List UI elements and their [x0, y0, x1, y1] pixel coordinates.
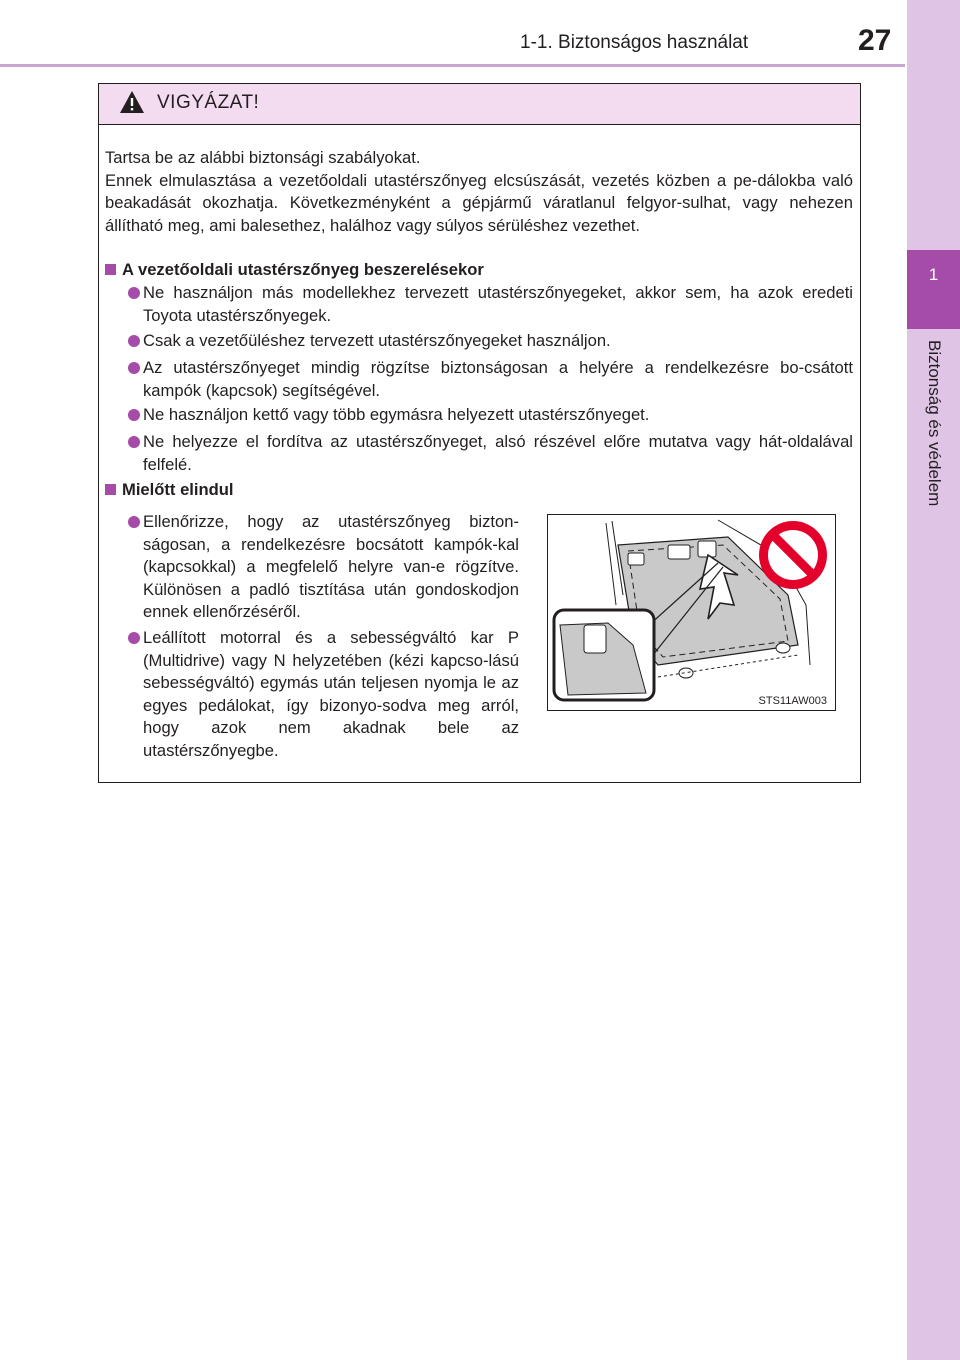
intro-paragraph: Ennek elmulasztása a vezetőoldali utastérszőnyeg elcsúszását, vezetés közben a pe-dálokba való beakadását okozhatja. Következményként a gépjármű váratlanul felgyor-sulhat, vagy nehezen állítható meg, ami balesethez, halálhoz vagy súlyos sérüléshez vezethet. — [105, 170, 853, 235]
chapter-tab[interactable] — [907, 250, 960, 329]
bullet-text: Ellenőrizze, hogy az utastérszőnyeg bizton-ságosan, a rendelkezésre bocsátott kampók-kal (kapcsokkal) a megfelelő helyre van-e rögzítve. Különösen a padló tisztítása után gondoskodjon ennek ellenőrzéséről. — [143, 512, 519, 622]
bullet-text: Leállított motorral és a sebességváltó kar P (Multidrive) vagy N helyzetében (kézi kapcso-lású sebességváltó) egymás után teljesen nyomja le az egyes pedálokat, így bizonyo-sodva meg arról, hogy azok nem akadnak bele az utastérszőnyegbe. — [143, 628, 519, 760]
floor-mat-drawing — [548, 515, 834, 709]
pedal — [628, 553, 644, 565]
page-number: 27 — [858, 24, 892, 57]
bullet-text: Az utastérszőnyeget mindig rögzítse biztonságosan a helyére a rendelkezésre bo-csátott kampók (kapcsok) segítségével. — [143, 358, 853, 400]
bullet-text: Ne helyezze el fordítva az utastérszőnyeget, alsó részével előre mutatva vagy hát-oldalával felfelé. — [143, 432, 853, 474]
round-bullet-icon — [128, 287, 140, 299]
list-item — [143, 511, 519, 624]
caution-title: VIGYÁZAT! — [157, 92, 260, 113]
warning-triangle-icon — [119, 90, 145, 114]
floor-mat-illustration — [547, 514, 836, 711]
round-bullet-icon — [128, 436, 140, 448]
round-bullet-icon — [128, 632, 140, 644]
list-item — [143, 404, 853, 427]
round-bullet-icon — [128, 409, 140, 421]
list-item — [143, 357, 853, 402]
pedal — [698, 541, 716, 557]
section-heading-text: Mielőtt elindul — [122, 480, 234, 499]
round-bullet-icon — [128, 516, 140, 528]
section-heading-text: A vezetőoldali utastérszőnyeg beszerelésekor — [122, 260, 484, 279]
caution-header — [99, 84, 860, 125]
bullet-text: Csak a vezetőüléshez tervezett utastérszőnyegeket használjon. — [143, 331, 611, 350]
chapter-number: 1 — [928, 265, 939, 284]
bullet-text: Ne használjon kettő vagy több egymásra helyezett utastérszőnyeget. — [143, 405, 650, 424]
figure-code: STS11AW003 — [758, 695, 827, 707]
square-bullet-icon — [105, 484, 116, 495]
caution-intro — [105, 147, 853, 237]
running-header: 1-1. Biztonságos használat — [520, 32, 749, 53]
round-bullet-icon — [128, 362, 140, 374]
section-heading-installation — [105, 259, 484, 281]
bullet-text: Ne használjon más modellekhez tervezett utastérszőnyegeket, akkor sem, ha azok eredeti Toyota utastérszőnyegek. — [143, 283, 853, 325]
section-heading-before-driving — [105, 479, 234, 501]
pedal — [668, 545, 690, 559]
header-rule — [0, 64, 905, 67]
list-item — [143, 282, 853, 327]
round-bullet-icon — [128, 335, 140, 347]
chapter-title-vertical — [918, 340, 948, 550]
intro-line-1: Tartsa be az alábbi biztonsági szabályokat. — [105, 148, 421, 167]
list-item — [143, 627, 519, 763]
chapter-sidebar — [907, 0, 960, 1360]
square-bullet-icon — [105, 264, 116, 275]
list-item — [143, 330, 853, 353]
caution-box — [98, 83, 861, 783]
list-item — [143, 431, 853, 476]
chapter-title: Biztonság és védelem — [925, 340, 944, 507]
